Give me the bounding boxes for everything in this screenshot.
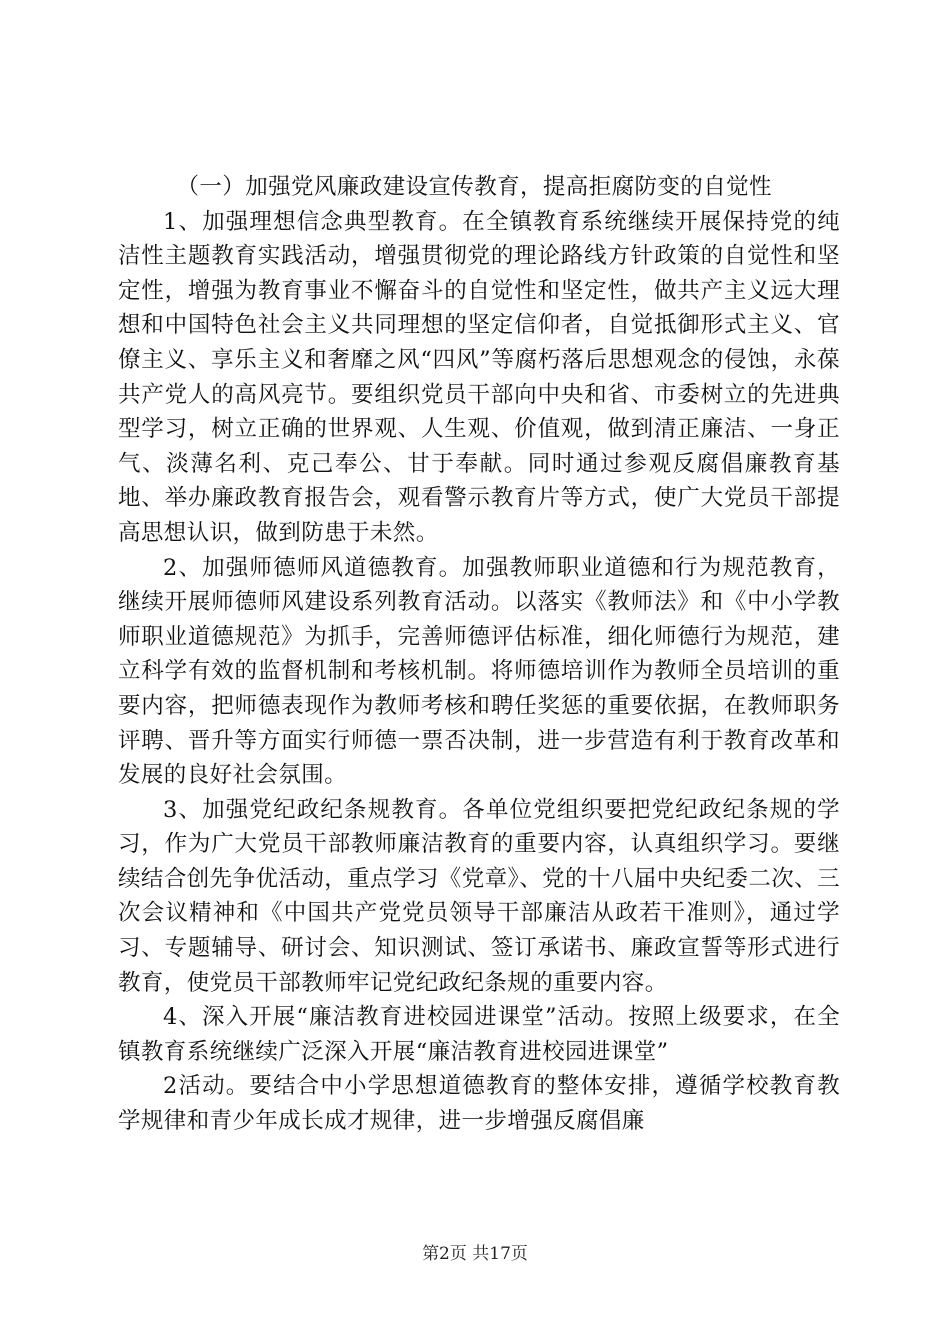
page-footer: 第2页 共17页: [422, 1244, 528, 1264]
paragraph-activity-continuation: 2活动。要结合中小学思想道德教育的整体安排，遵循学校教育教学规律和青少年成长成才规律，进一步增强反腐倡廉: [118, 1073, 840, 1135]
paragraph-teacher-ethics-education: 2、加强师德师风道德教育。加强教师职业道德和行为规范教育，继续开展师德师风建设系列教育活动。以落实《教师法》和《中小学教师职业道德规范》为抓手，完善师德评估标准，细化师德行为规范，建立科学有效的监督机制和考核机制。将师德培训作为教师全员培训的重要内容，把师德表现作为教师考核和聘任奖惩的重要依据，在教师职务评聘、晋升等方面实行师德一票否决制，进一步营造有利于教育改革和发展的良好社会氛围。: [118, 554, 840, 789]
paragraph-integrity-education-campus: 4、深入开展“廉洁教育进校园进课堂”活动。按照上级要求，在全镇教育系统继续广泛深入开展“廉洁教育进校园进课堂”: [118, 1004, 840, 1065]
paragraph-ideal-belief-education: 1、加强理想信念典型教育。在全镇教育系统继续开展保持党的纯洁性主题教育实践活动，增强贯彻党的理论路线方针政策的自觉性和坚定性，增强为教育事业不懈奋斗的自觉性和坚定性，做共产主义远大理想和中国特色社会主义共同理想的坚定信仰者，自觉抵御形式主义、官僚主义、享乐主义和奢靡之风“四风”等腐朽落后思想观念的侵蚀，永葆共产党人的高风亮节。要组织党员干部向中央和省、市委树立的先进典型学习，树立正确的世界观、人生观、价值观，做到清正廉洁、一身正气、淡薄名利、克己奉公、甘于奉献。同时通过参观反腐倡廉教育基地、举办廉政教育报告会，观看警示教育片等方式，使广大党员干部提高思想认识，做到防患于未然。: [118, 208, 840, 546]
section-heading: （一）加强党风廉政建设宣传教育，提高拒腐防变的自觉性: [176, 174, 772, 200]
document-body: [118, 170, 840, 1139]
paragraph-party-discipline-education: 3、加强党纪政纪条规教育。各单位党组织要把党纪政纪条规的学习，作为广大党员干部教师廉洁教育的重要内容，认真组织学习。要继续结合创先争优活动，重点学习《党章》、党的十八届中央纪委二次、三次会议精神和《中国共产党党员领导干部廉洁从政若干准则》，通过学习、专题辅导、研讨会、知识测试、签订承诺书、廉政宣誓等形式进行教育，使党员干部教师牢记党纪政纪条规的重要内容。: [118, 796, 840, 996]
